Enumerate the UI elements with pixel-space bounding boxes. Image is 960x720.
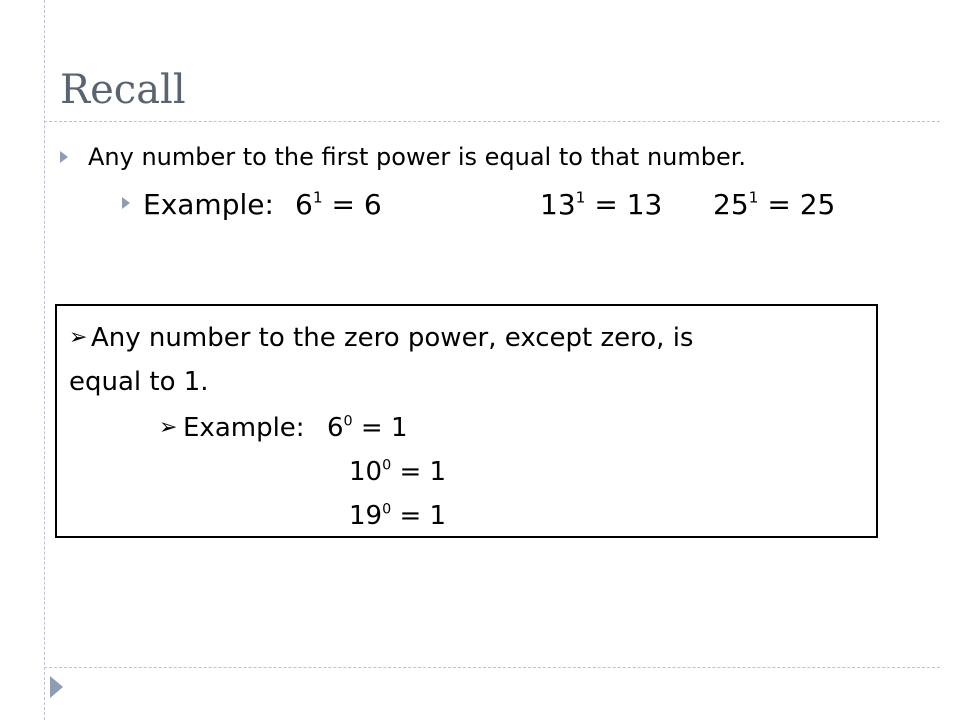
zero-power-statement-line-1: Any number to the zero power, except zero, is [91, 323, 694, 353]
footer-divider-rule [44, 667, 940, 668]
zero-power-example-label: Example: [183, 413, 305, 443]
example-base: 25 [713, 188, 749, 221]
slide-title: Recall [60, 67, 186, 113]
example-base: 6 [327, 413, 344, 443]
example-exponent: 1 [312, 188, 323, 207]
first-power-example-3 [713, 186, 835, 224]
zero-power-example-2 [349, 450, 446, 494]
example-base: 13 [540, 188, 576, 221]
zero-power-example-3 [349, 494, 446, 538]
left-guide-rule [44, 0, 45, 720]
example-base: 19 [349, 501, 383, 531]
zero-power-box [55, 304, 878, 538]
zero-power-statement-line-2: equal to 1. [69, 367, 209, 397]
example-result: = 1 [352, 413, 408, 443]
example-exponent: 0 [343, 413, 353, 430]
example-result: = 1 [391, 501, 447, 531]
example-result: = 25 [758, 188, 836, 221]
example-exponent: 0 [382, 457, 392, 474]
first-power-example-1 [295, 186, 382, 224]
example-exponent: 1 [748, 188, 759, 207]
first-power-example-label: Example: [143, 188, 274, 221]
first-power-statement: Any number to the first power is equal to that number. [88, 143, 747, 171]
triangle-right-icon [60, 151, 68, 163]
example-base: 6 [295, 188, 313, 221]
zero-power-example-1 [327, 406, 408, 450]
title-divider-rule [44, 121, 940, 122]
example-result: = 13 [585, 188, 663, 221]
example-exponent: 1 [575, 188, 586, 207]
corner-triangle-icon [50, 676, 63, 698]
triangle-right-icon [122, 197, 130, 209]
first-power-example-2 [540, 186, 662, 224]
arrowhead-right-icon: ➢ [159, 415, 178, 440]
example-exponent: 0 [382, 501, 392, 518]
example-result: = 6 [322, 188, 382, 221]
example-base: 10 [349, 457, 383, 487]
example-result: = 1 [391, 457, 447, 487]
arrowhead-right-icon: ➢ [69, 325, 88, 350]
